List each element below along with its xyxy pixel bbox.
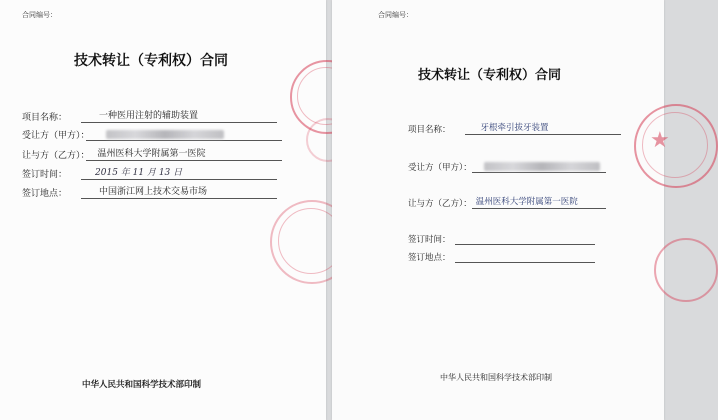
left-contract-page [0,0,326,420]
contract-number-label: 合同编号： [378,11,413,19]
field-transferor [22,148,282,161]
field-label: 签订地点： [408,253,451,263]
field-label: 让与方（乙方）： [408,199,472,209]
field-value: 牙根牵引拔牙装置 [480,123,549,133]
field-label: 受让方（甲方）： [408,163,472,173]
field-underline [86,128,282,141]
field-underline [81,110,277,123]
field-signing-place [22,186,277,199]
field-underline [86,148,282,161]
field-underline [472,196,606,209]
field-label: 让与方（乙方）： [22,151,90,161]
field-underline [472,160,606,173]
field-value: 温州医科大学附属第一医院 [475,197,578,207]
field-signing-place [408,250,595,263]
field-label: 受让方（甲方）： [22,131,90,141]
contract-title: 技术转让（专利权）合同 [418,68,562,83]
field-signing-time [408,232,595,245]
redacted-value [106,130,224,139]
field-project-name [22,110,277,123]
contract-title: 技术转让（专利权）合同 [74,53,228,69]
field-underline [465,122,621,135]
footer-printer: 中华人民共和国科学技术部印制 [82,380,202,390]
field-signing-time [22,167,277,180]
contract-number-label: 合同编号： [22,11,57,19]
field-underline [81,186,277,199]
field-underline [455,250,595,263]
field-project-name [408,122,621,135]
right-contract-page [332,0,670,420]
field-label: 签订地点： [22,189,68,199]
field-value: 2015 年 11 月 13 日 [95,168,183,178]
footer-printer: 中华人民共和国科学技术部印制 [440,373,552,382]
field-transferor [408,196,606,209]
field-value: 温州医科大学附属第一医院 [97,149,206,159]
seal-star-icon: ★ [650,128,670,153]
field-label: 项目名称： [22,113,68,123]
field-value: 一种医用注射的辅助装置 [99,111,199,121]
official-seal [634,104,718,188]
field-underline [81,167,277,180]
field-value: 中国浙江网上技术交易市场 [99,187,208,197]
field-label: 签订时间： [408,235,451,245]
field-transferee [408,160,606,173]
official-seal [654,238,718,302]
redacted-value [484,162,600,171]
field-label: 签订时间： [22,170,68,180]
field-label: 项目名称： [408,125,451,135]
field-transferee [22,128,282,141]
field-underline [455,232,595,245]
